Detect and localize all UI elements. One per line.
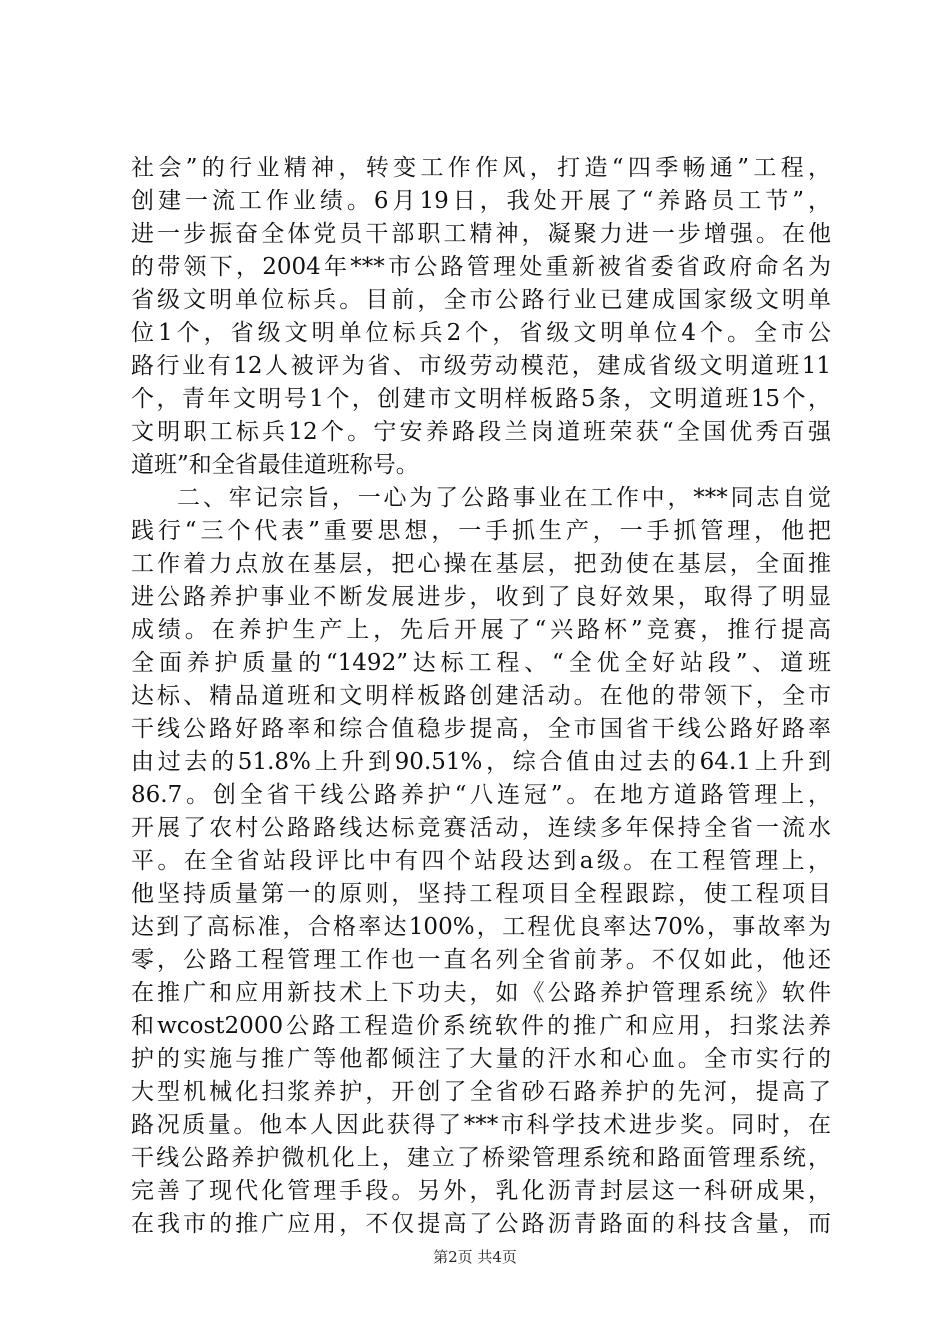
text-line: 在我市的推广应用，不仅提高了公路沥青路面的科技含量，而: [131, 1211, 831, 1237]
text-line: 的带领下，2004年***市公路管理处重新被省委省政府命名为: [131, 254, 831, 280]
text-line: 零，公路工程管理工作也一直名列全省前茅。不仅如此，他还: [131, 947, 831, 973]
page-footer: 第2页 共4页: [433, 1248, 517, 1266]
text-line: 完善了现代化管理手段。另外，乳化沥青封层这一科研成果，: [131, 1178, 831, 1204]
text-line: 省级文明单位标兵。目前，全市公路行业已建成国家级文明单: [131, 287, 831, 313]
document-body: [131, 152, 831, 1241]
text-line: 进一步振奋全体党员干部职工精神，凝聚力进一步增强。在他: [131, 221, 831, 247]
text-line: 干线公路养护微机化上，建立了桥梁管理系统和路面管理系统，: [131, 1145, 831, 1171]
text-line: 进公路养护事业不断发展进步，收到了良好效果，取得了明显: [131, 584, 831, 610]
text-line: 大型机械化扫浆养护，开创了全省砂石路养护的先河，提高了: [131, 1079, 831, 1105]
text-line: 路行业有12人被评为省、市级劳动模范，建成省级文明道班11: [131, 353, 831, 379]
text-line: 全面养护质量的“1492”达标工程、“全优全好站段”、道班: [131, 650, 831, 676]
text-line: 文明职工标兵12个。宁安养路段兰岗道班荣获“全国优秀百强: [131, 419, 831, 445]
text-line: 和wcost2000公路工程造价系统软件的推广和应用，扫浆法养: [131, 1013, 831, 1039]
text-line: 践行“三个代表”重要思想，一手抓生产，一手抓管理，他把: [131, 518, 831, 544]
text-line: 社会”的行业精神，转变工作作风，打造“四季畅通”工程，: [131, 155, 831, 181]
text-line: 成绩。在养护生产上，先后开展了“兴路杯”竞赛，推行提高: [131, 617, 831, 643]
text-line: 路况质量。他本人因此获得了***市科学技术进步奖。同时，在: [131, 1112, 831, 1138]
text-line: 道班”和全省最佳道班称号。: [131, 452, 419, 478]
text-line: 达到了高标准，合格率达100%，工程优良率达70%，事故率为: [131, 914, 831, 940]
text-line: 护的实施与推广等他都倾注了大量的汗水和心血。全市实行的: [131, 1046, 831, 1072]
text-line: 他坚持质量第一的原则，坚持工程项目全程跟踪，使工程项目: [131, 881, 831, 907]
text-line: 在推广和应用新技术上下功夫，如《公路养护管理系统》软件: [131, 980, 831, 1006]
text-line: 工作着力点放在基层，把心操在基层，把劲使在基层，全面推: [131, 551, 831, 577]
text-line: 由过去的51.8%上升到90.51%，综合值由过去的64.1上升到: [131, 749, 831, 775]
text-line: 创建一流工作业绩。6月19日，我处开展了“养路员工节”，: [131, 188, 831, 214]
text-line: 86.7。创全省干线公路养护“八连冠”。在地方道路管理上，: [131, 782, 831, 808]
text-line: 位1个，省级文明单位标兵2个，省级文明单位4个。全市公: [131, 320, 831, 346]
text-line: 开展了农村公路路线达标竞赛活动，连续多年保持全省一流水: [131, 815, 831, 841]
text-line: 个，青年文明号1个，创建市文明样板路5条，文明道班15个，: [131, 386, 831, 412]
text-line: 二、牢记宗旨，一心为了公路事业在工作中，***同志自觉: [177, 485, 831, 511]
text-line: 平。在全省站段评比中有四个站段达到a级。在工程管理上，: [131, 848, 831, 874]
text-line: 干线公路好路率和综合值稳步提高，全市国省干线公路好路率: [131, 716, 831, 742]
text-line: 达标、精品道班和文明样板路创建活动。在他的带领下，全市: [131, 683, 831, 709]
